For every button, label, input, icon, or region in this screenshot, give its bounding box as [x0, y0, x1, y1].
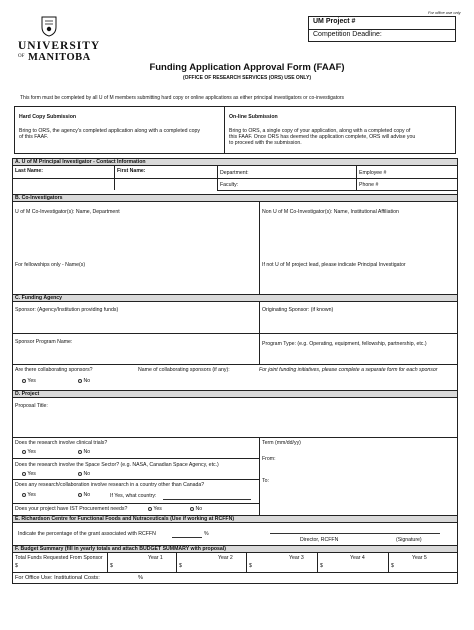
radio-icon[interactable] — [22, 493, 26, 497]
radio-icon[interactable] — [78, 379, 82, 383]
outside-yes-option[interactable]: Yes — [22, 492, 36, 498]
space-yes-option[interactable]: Yes — [22, 471, 36, 477]
term-from-field[interactable] — [280, 452, 450, 464]
non-um-coinvestigators-field[interactable] — [262, 216, 456, 258]
um-coinvestigators-field[interactable] — [15, 216, 257, 258]
originating-sponsor-label: Originating Sponsor: (if known) — [262, 307, 334, 313]
radio-icon[interactable] — [22, 472, 26, 476]
space-sector-question: Does the research involve the Space Sector? (e.g. NASA, Canadian Space Agency, etc.) — [15, 462, 219, 468]
outside-no-option[interactable]: No — [78, 492, 90, 498]
term-from-label: From: — [262, 456, 276, 462]
non-um-coinvestigators-label: Non U of M Co-Investigator(s): Name, Institutional Affiliation — [262, 209, 399, 215]
year-2-label: Year 2 — [218, 555, 233, 561]
proposal-title-field[interactable] — [15, 410, 455, 434]
logo-line1: UNIVERSITY — [18, 40, 101, 52]
ist-yes-option[interactable]: Yes — [148, 506, 162, 512]
total-funds-label-2: $ — [15, 563, 18, 569]
rcffn-director-label: Director, RCFFN — [300, 537, 339, 543]
hard-copy-text-2: of this FAAF. — [19, 134, 49, 140]
year-3-label: Year 3 — [289, 555, 304, 561]
term-label: Term (mm/dd/yy) — [262, 440, 301, 446]
rcffn-signature-line[interactable] — [270, 533, 440, 534]
radio-icon[interactable] — [78, 450, 82, 454]
first-name-field[interactable] — [117, 174, 215, 188]
radio-icon[interactable] — [22, 379, 26, 383]
last-name-field[interactable] — [15, 174, 113, 188]
space-no-option[interactable]: No — [78, 471, 90, 477]
online-text-1: Bring to ORS, a single copy of your application, along with a completed copy of — [229, 128, 411, 134]
clinical-yes-option[interactable]: Yes — [22, 449, 36, 455]
program-type-label: Program Type: (e.g. Operating, equipment, fellowship, partnership, etc.) — [262, 341, 427, 347]
sponsor-label: Sponsor: (Agency/Institution providing funds) — [15, 307, 119, 313]
section-a-heading: A. U of M Principal Investigator - Contact Information — [15, 159, 146, 165]
phone-label: Phone # — [359, 182, 379, 188]
hard-copy-title: Hard Copy Submission — [19, 114, 77, 120]
radio-icon[interactable] — [78, 472, 82, 476]
page-subtitle: (OFFICE OF RESEARCH SERVICES (ORS) USE ONLY) — [182, 75, 312, 81]
section-c-heading: C. Funding Agency — [15, 295, 63, 301]
year-4-dollar: $ — [320, 563, 323, 569]
rcffn-percentage-field[interactable] — [172, 537, 202, 538]
section-d-heading: D. Project — [15, 391, 40, 397]
collab-no-option[interactable]: No — [78, 378, 90, 384]
year-3-dollar: $ — [249, 563, 252, 569]
clinical-trials-question: Does the research involve clinical trials? — [15, 440, 108, 446]
term-to-label: To: — [262, 478, 269, 484]
year-5-label: Year 5 — [412, 555, 427, 561]
section-d-header — [12, 390, 458, 398]
collab-question: Are there collaborating sponsors? — [15, 367, 93, 373]
office-use-note: For office use only — [428, 10, 461, 15]
um-project-label: UM Project # — [313, 18, 356, 25]
outside-canada-question: Does any research/collaboration involve research in a country other than Canada? — [15, 482, 205, 488]
online-text-3: to proceed with the submission. — [229, 140, 302, 146]
not-lead-label: If not U of M project lead, please indicate Principal Investigator — [262, 262, 406, 268]
year-1-label: Year 1 — [148, 555, 163, 561]
clinical-no-option[interactable]: No — [78, 449, 90, 455]
radio-icon[interactable] — [22, 450, 26, 454]
radio-icon[interactable] — [148, 507, 152, 511]
first-name-label: First Name: — [117, 168, 146, 174]
rcffn-percent-sign: % — [204, 531, 209, 537]
logo-line2: MANITOBA — [28, 52, 91, 63]
section-f-heading: F. Budget Summary (fill in yearly totals and attach BUDGET SUMMARY with proposal) — [15, 546, 226, 552]
year-5-dollar: $ — [391, 563, 394, 569]
rcffn-percentage-label: Indicate the percentage of the grant associated with RCFFN — [18, 531, 156, 537]
program-name-label: Sponsor Program Name: — [15, 339, 73, 345]
section-b-heading: B. Co-Investigators — [15, 195, 63, 201]
employee-label: Employee # — [359, 170, 387, 176]
department-label: Department: — [220, 170, 249, 176]
collab-yes-option[interactable]: Yes — [22, 378, 36, 384]
country-field[interactable] — [163, 499, 251, 500]
year-2-dollar: $ — [179, 563, 182, 569]
section-e-heading: E. Richardson Centre for Functional Foods and Nutraceuticals (Use if working at RCFFN) — [15, 516, 235, 522]
radio-icon[interactable] — [78, 493, 82, 497]
ist-question: Does your project have IST Procurement needs? — [15, 506, 128, 512]
online-title: On-line Submission — [229, 114, 278, 120]
office-use-percent: % — [138, 575, 143, 581]
which-country-label: If Yes, what country: — [110, 493, 157, 499]
proposal-title-label: Proposal Title: — [15, 403, 48, 409]
competition-deadline-label: Competition Deadline: — [313, 31, 382, 38]
intro-text: This form must be completed by all U of M members submitting hard copy or online applications as either principal investigators or co-investigators — [20, 95, 345, 101]
section-c-header — [12, 294, 458, 302]
collab-names-label: Name of collaborating sponsors (if any): — [138, 367, 230, 373]
logo-of: OF — [18, 54, 25, 59]
office-use-costs-label: For Office Use: Institutional Costs: — [15, 575, 100, 581]
fellowships-label: For fellowships only - Name(s) — [15, 262, 86, 268]
online-text-2: this FAAF. Once ORS has deemed the application complete, ORS will advise you — [229, 134, 416, 140]
um-coinvestigators-label: U of M Co-Investigator(s): Name, Department — [15, 209, 120, 215]
faculty-label: Faculty: — [220, 182, 239, 188]
radio-icon[interactable] — [190, 507, 194, 511]
university-crest-icon — [40, 15, 58, 37]
section-b-header — [12, 194, 458, 202]
ist-no-option[interactable]: No — [190, 506, 202, 512]
total-funds-label-1: Total Funds Requested From Sponsor — [15, 555, 103, 561]
collab-note: For joint funding initiatives, please complete a separate form for each sponsor — [259, 367, 438, 373]
year-4-label: Year 4 — [350, 555, 365, 561]
page-title: Funding Application Approval Form (FAAF) — [149, 62, 345, 73]
last-name-label: Last Name: — [15, 168, 43, 174]
rcffn-signature-label: (Signature) — [396, 537, 422, 543]
hard-copy-text-1: Bring to ORS, the agency's completed application along with a completed copy — [19, 128, 200, 134]
year-1-dollar: $ — [110, 563, 113, 569]
term-to-field[interactable] — [280, 474, 450, 486]
